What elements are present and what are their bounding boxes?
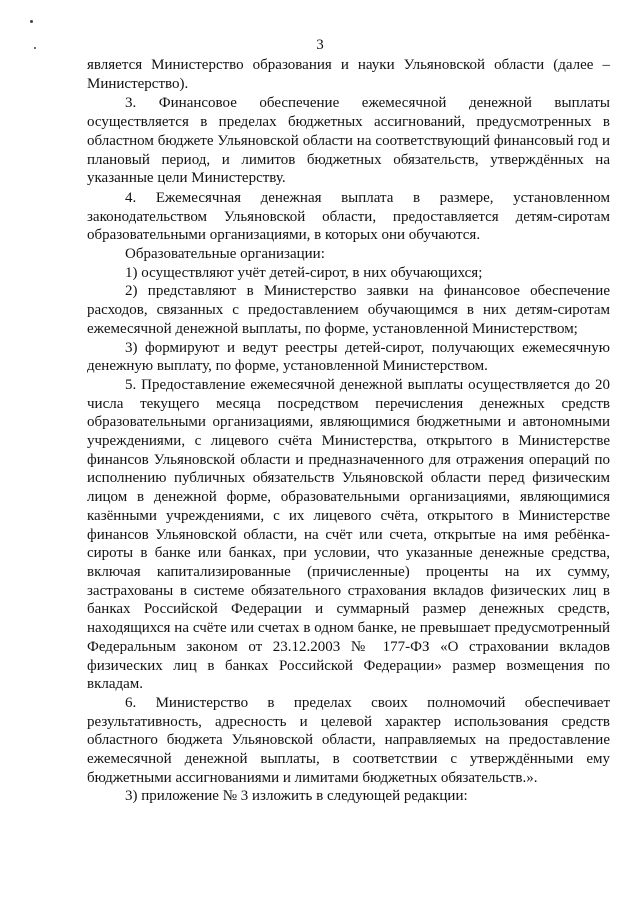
page-number: 3: [316, 37, 324, 53]
paragraph-organizations-heading: Образовательные организации:: [125, 246, 325, 263]
paragraph-appendix-3: 3) приложение № 3 изложить в следующей редакции:: [125, 788, 468, 805]
paragraph-subitem-3: 3) формируют и ведут реестры детей-сирот, получающих ежемесячную денежную выплату, по форме, установленной Министерством.: [87, 339, 610, 375]
paragraph-item-3: 3. Финансовое обеспечение ежемесячной денежной выплаты осуществляется в пределах бюджетных ассигнований, предусмотренных в областном бюджете Ульяновской области на соответствующий финансовый год и плановый период, и лимитов бюджетных обязательств, утверждённых на указанные цели Министерству.: [87, 95, 610, 187]
paragraph-item-5: 5. Предоставление ежемесячной денежной выплаты осуществляется до 20 числа текущего месяца посредством перечисления денежных средств образовательными организациями, являющимися бюджетными и автономными учреждениями, с лицевого счёта Министерства, открытого в Министерстве финансов Ульяновской области и предназначенного для отражения операций по исполнению публичных обязательств Ульяновской области перед физическим лицом в денежной форме, образовательными организациями, являющимися казёнными учреждениями, с их лицевого счёта, открытого в Министерстве финансов Ульяновской области, на счёт или счета, открытые на имя ребёнка-сироты в банке или банках, при условии, что указанные денежные средства, включая капитализированные (причисленные) проценты на их сумму, застрахованы в системе обязательного страхования вкладов физических лиц в банках Российской Федерации и суммарный размер денежных средств, находящихся на счёте или счетах в одном банке, не превышает предусмотренный Федеральным законом от 23.12.2003 № 177-ФЗ «О страховании вкладов физических лиц в банках Российской Федерации» размер возмещения по вкладам.: [87, 376, 610, 693]
document-body: [87, 56, 610, 806]
paragraph-subitem-2: 2) представляют в Министерство заявки на финансовое обеспечение расходов, связанных с предоставлением обучающимся в них детям-сиротам ежемесячной денежной выплаты, по форме, установленной Министерством;: [87, 283, 610, 337]
scan-speck: [30, 20, 33, 23]
paragraph-intro-continuation: является Министерство образования и науки Ульяновской области (далее – Министерство).: [87, 57, 610, 92]
paragraph-subitem-1: 1) осуществляют учёт детей-сирот, в них обучающихся;: [125, 264, 483, 281]
paragraph-item-6: 6. Министерство в пределах своих полномочий обеспечивает результативность, адресность и целевой характер использования средств областного бюджета Ульяновской области, направляемых на предоставление ежемесячной денежной выплаты, в соответствии с утверждёнными ему бюджетными ассигнованиями и лимитами бюджетных обязательств.».: [87, 694, 610, 786]
paragraph-item-4: 4. Ежемесячная денежная выплата в размере, установленном законодательством Ульяновской области, предоставляется детям-сиротам образовательными организациями, в которых они обучаются.: [87, 189, 610, 244]
